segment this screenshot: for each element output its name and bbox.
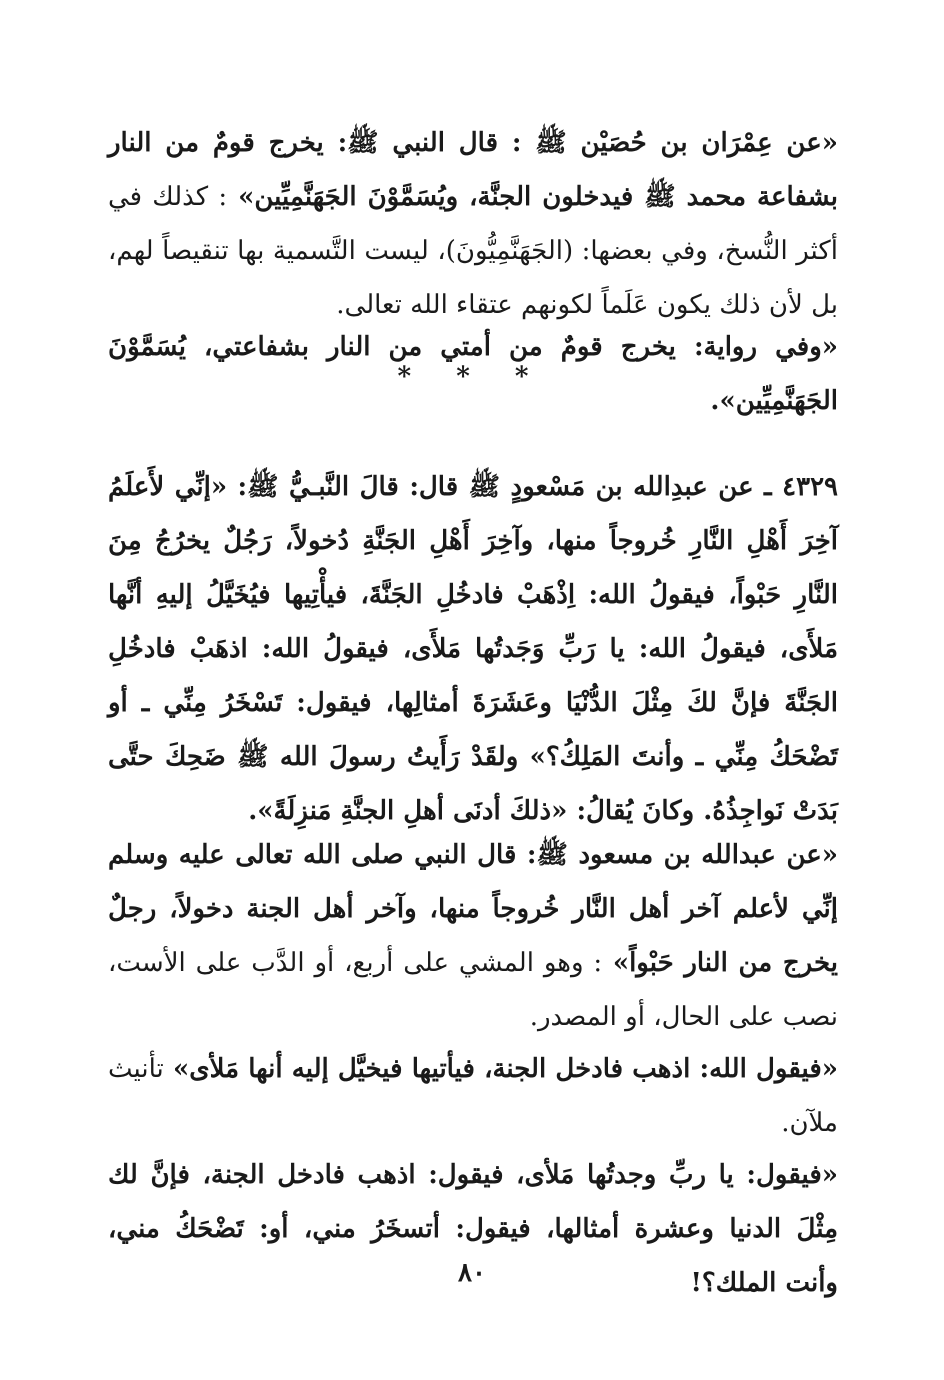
commentary-text: : كذلك في أكثر النُّسخ، وفي بعضها: (الجَهَنَّمِيُّونَ)، ليست التَّسمية بها تنقيصاً لهم، بل لأن ذلك يكون عَلَماً لكونهم عتقاء الله تعالى. (108, 182, 838, 320)
hadith-quote: «فيقول: يا ربِّ وجدتُها مَلأى، فيقول: اذهب فادخل الجنة، فإنَّ لك مِثْلَ الدنيا وعشرة أمثالها، فيقول: أتسخَرُ مني، أو: تَضْحَكُ مني، وأنت الملك؟! (108, 1160, 838, 1298)
paragraph-imran-hadith (108, 116, 838, 332)
hadith-quote: «وفي رواية: يخرج قومٌ من أمتي من النار بشفاعتي، يُسَمَّوْنَ الجَهَنَّمِيِّين». (108, 332, 838, 416)
hadith-quote: «فيقول الله: اذهب فادخل الجنة، فيأتيها فيخيَّل إليه أنها مَلأى» (163, 1054, 838, 1084)
section-separator: * * * (397, 362, 547, 392)
paragraph-hadith-4329 (108, 460, 838, 838)
paragraph-commentary-ibn-masud (108, 828, 838, 1044)
hadith-quote: «عن عبدالله بن مسعود ﷺ: قال النبي صلى الله تعالى عليه وسلم إنِّي لأعلم آخر أهل النَّار خُروجاً منها، وآخر أهل الجنة دخولاً، رجلٌ يخرج من النار حَبْواً» (108, 840, 838, 978)
paragraph-commentary-mala (108, 1042, 838, 1150)
hadith-quote: «عن عِمْرَان بن حُصَيْن ﷺ : قال النبي ﷺ: يخرج قومٌ من النار بشفاعة محمد ﷺ فيدخلون الجنَّة، ويُسَمَّوْنَ الجَهَنَّمِيِّين» (108, 128, 839, 212)
commentary-text: : وهو المشي على أربع، أو الدَّب على الأست، نصب على الحال، أو المصدر. (108, 948, 838, 1032)
hadith-text: ٤٣٢٩ ـ عن عبدِالله بن مَسْعودٍ ﷺ قال: قالَ النَّبـيُّ ﷺ: «إنِّي لأَعلَمُ آخِرَ أَهْلِ النَّارِ خُروجاً منها، وآخِرَ أَهْلِ الجَنَّةِ دُخولاً، رَجُلٌ يخرُجُ مِنَ النَّارِ حَبْواً، فيقولُ الله: اِذْهَبْ فادخُلِ الجَنَّةَ، فيأْتِيها فيُخَيَّلُ إليهِ أنَّها مَلأَى، فيقولُ الله: يا رَبِّ وَجَدتُها مَلأَى، فيقولُ الله: اذهَبْ فادخُلِ الجَنَّةَ فإنَّ لكَ مِثْلَ الدُّنْيَا وعَشَرَةَ أمثالِها، فيقول: تَسْخَرُ مِنِّي ـ أو تَضْحَكُ مِنِّي ـ وأنتَ المَلِكُ؟» ولقَدْ رَأَيتُ رسولَ الله ﷺ ضَحِكَ حتَّى بَدَتْ نَواجِذُهُ. وكانَ يُقالُ: «ذلكَ أدنَى أهلِ الجنَّةِ مَنزِلَةً». (108, 472, 838, 826)
commentary-text: تأنيث ملآن. (108, 1054, 838, 1138)
page-number: ٨٠ (458, 1258, 486, 1288)
